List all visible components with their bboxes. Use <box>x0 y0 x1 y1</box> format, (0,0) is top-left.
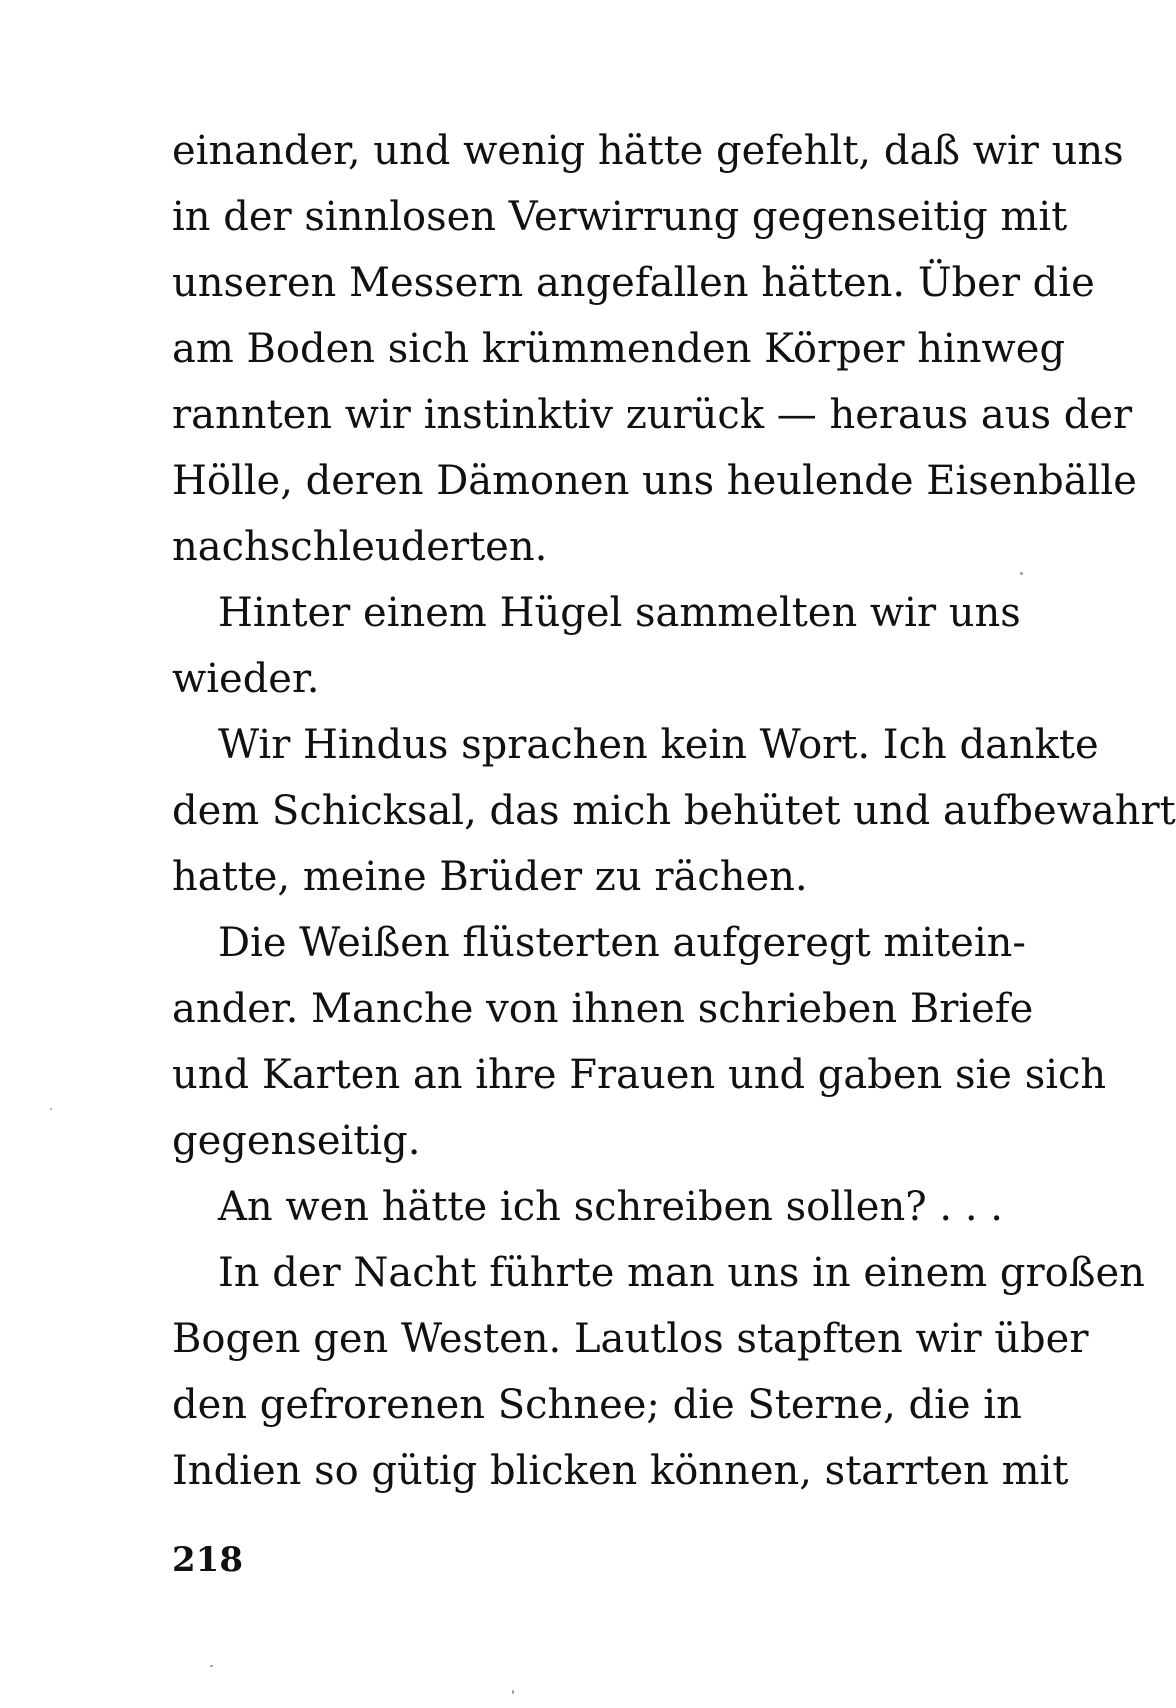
text-line: am Boden sich krümmenden Körper hinweg <box>172 326 1066 372</box>
text-line: Wir Hindus sprachen kein Wort. Ich dankte <box>218 722 1099 768</box>
text-line: und Karten an ihre Frauen und gaben sie sich <box>172 1052 1107 1098</box>
page-text <box>172 118 1176 1504</box>
scan-speck <box>50 1108 52 1110</box>
text-line: hatte, meine Brüder zu rächen. <box>172 854 808 900</box>
text-line: Hinter einem Hügel sammelten wir uns <box>218 590 1021 636</box>
scan-speck <box>512 1690 514 1694</box>
text-line: unseren Messern angefallen hätten. Über die <box>172 260 1095 306</box>
text-line: dem Schicksal, das mich behütet und aufbewahrt <box>172 788 1176 834</box>
text-line: An wen hätte ich schreiben sollen? . . . <box>218 1184 1003 1230</box>
text-line: Bogen gen Westen. Lautlos stapften wir über <box>172 1316 1089 1362</box>
text-line: ander. Manche von ihnen schrieben Briefe <box>172 986 1034 1032</box>
text-line: Die Weißen flüsterten aufgeregt mitein- <box>218 920 1026 966</box>
text-line: in der sinnlosen Verwirrung gegenseitig mit <box>172 194 1068 240</box>
scan-speck <box>210 1665 213 1667</box>
text-line: Indien so gütig blicken können, starrten mit <box>172 1448 1069 1494</box>
text-line: einander, und wenig hätte gefehlt, daß wir uns <box>172 128 1124 174</box>
text-line: den gefrorenen Schnee; die Sterne, die in <box>172 1382 1022 1428</box>
text-line: Hölle, deren Dämonen uns heulende Eisenbälle <box>172 458 1137 504</box>
text-line: wieder. <box>172 656 320 702</box>
text-line: gegenseitig. <box>172 1118 421 1164</box>
page-number: 218 <box>172 1540 243 1580</box>
text-line: rannten wir instinktiv zurück — heraus aus der <box>172 392 1133 438</box>
scan-speck <box>1020 572 1023 575</box>
text-line: In der Nacht führte man uns in einem großen <box>218 1250 1145 1296</box>
text-line: nachschleuderten. <box>172 524 548 570</box>
